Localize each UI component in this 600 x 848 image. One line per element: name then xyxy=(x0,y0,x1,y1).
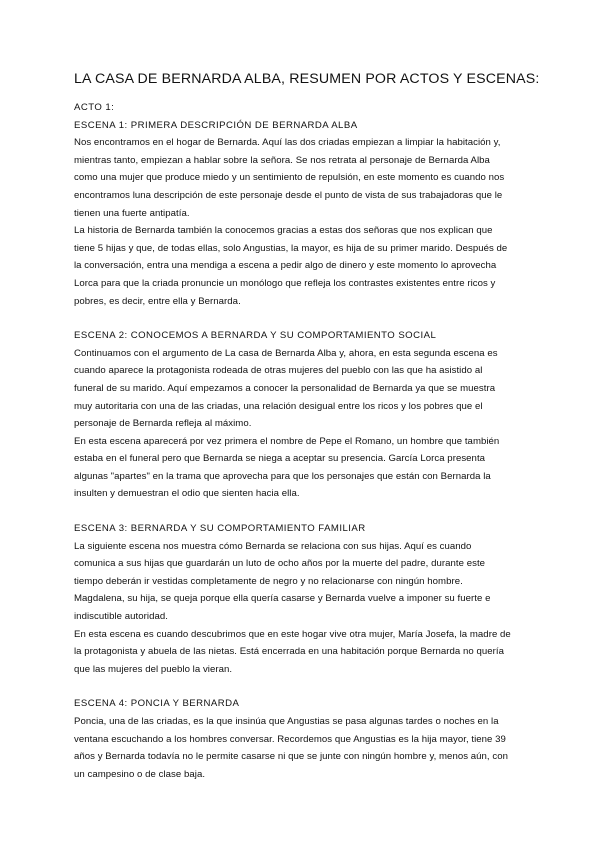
paragraph-line: funeral de su marido. Aquí empezamos a conocer la personalidad de Bernarda ya que se muestra xyxy=(74,382,496,394)
paragraph-line: comunica a sus hijas que guardarán un luto de ocho años por la muerte del padre, durante este xyxy=(74,558,486,570)
scene-1-text xyxy=(74,134,534,310)
paragraph-line: cuando aparece la protagonista rodeada de otras mujeres del pueblo con las que ha asistido al xyxy=(74,365,483,377)
document-body xyxy=(74,99,534,783)
scene-2-heading: ESCENA 2: CONOCEMOS A BERNARDA Y SU COMPORTAMIENTO SOCIAL xyxy=(74,330,437,342)
scene-3-text xyxy=(74,538,534,679)
scene-3-heading: ESCENA 3: BERNARDA Y SU COMPORTAMIENTO FAMILIAR xyxy=(74,523,366,535)
paragraph-line: Poncia, una de las criadas, es la que insinúa que Angustias se pasa algunas tardes o noches en la xyxy=(74,716,499,727)
paragraph-line: En esta escena es cuando descubrimos que en este hogar vive otra mujer, María Josefa, la madre de xyxy=(74,628,511,640)
scene-4-heading: ESCENA 4: PONCIA Y BERNARDA xyxy=(74,698,240,710)
paragraph-line: tiempo deberán ir vestidas completamente de negro y no relacionarse con ningún hombre. xyxy=(74,575,463,587)
paragraph-line: personaje de Bernarda refleja al máximo. xyxy=(74,418,252,430)
paragraph-line: insulten y demuestran el odio que sienten hacia ella. xyxy=(74,488,300,500)
paragraph-line: La historia de Bernarda también la conocemos gracias a estas dos señoras que nos explican que xyxy=(74,225,493,237)
paragraph-line: encontramos luna descripción de este personaje desde el punto de vista de sus trabajadoras que le xyxy=(74,189,503,201)
document-title: LA CASA DE BERNARDA ALBA, RESUMEN POR ACTOS Y ESCENAS: xyxy=(74,71,540,87)
section-gap xyxy=(74,310,534,327)
paragraph-line: ventana escuchando a los hombres conversar. Recordemos que Angustias es la hija mayor, tiene 39 xyxy=(74,733,506,745)
paragraph-line: algunas "apartes" en la trama que aprovecha para que los personajes que están con Bernarda la xyxy=(74,470,491,482)
paragraph-line: tienen una fuerte antipatía. xyxy=(74,207,190,219)
paragraph-line: años y Bernarda todavía no le permite casarse ni que se junte con ningún hombre y, menos aún, con xyxy=(74,751,508,763)
paragraph-line: estaba en el funeral pero que Bernarda se niega a aceptar su presencia. García Lorca presenta xyxy=(74,453,486,465)
paragraph-line: pobres, es decir, entre ella y Bernarda. xyxy=(74,295,241,307)
paragraph-line: la protagonista y abuela de las nietas. Está encerrada en una habitación porque Bernarda no quería xyxy=(74,646,504,658)
paragraph-line: mientras tanto, empiezan a hablar sobre la señora. Se nos retrata al personaje de Bernarda Alba xyxy=(74,154,490,166)
paragraph-line: un campesino o de clase baja. xyxy=(74,768,206,780)
paragraph-line: Nos encontramos en el hogar de Bernarda. Aquí las dos criadas empiezan a limpiar la habitación y, xyxy=(74,137,501,149)
scene-2-text xyxy=(74,345,534,503)
paragraph-line: Magdalena, su hija, se queja porque ella quería casarse y Bernarda vuelve a imponer su fuerte e xyxy=(74,593,491,605)
section-gap xyxy=(74,678,534,695)
paragraph-line: En esta escena aparecerá por vez primera el nombre de Pepe el Romano, un hombre que también xyxy=(74,435,500,447)
act-label: ACTO 1: xyxy=(74,102,115,113)
paragraph-line: la conversación, entra una mendiga a escena a pedir algo de dinero y este momento lo aprovecha xyxy=(74,260,497,272)
paragraph-line: Continuamos con el argumento de La casa de Bernarda Alba y, ahora, en esta segunda escena es xyxy=(74,347,498,359)
paragraph-line: tiene 5 hijas y que, de todas ellas, solo Angustias, la mayor, es hija de su primer marido. Después de xyxy=(74,242,508,254)
scene-4-text xyxy=(74,713,534,783)
paragraph-line: Lorca para que la criada pronuncie un monólogo que refleja los contrastes existentes entre ricos y xyxy=(74,277,496,289)
section-gap xyxy=(74,503,534,520)
paragraph-line: como una mujer que produce miedo y un sentimiento de repulsión, en este momento es cuando nos xyxy=(74,172,505,184)
paragraph-line: indiscutible autoridad. xyxy=(74,611,168,623)
paragraph-line: que las mujeres del pueblo la vieran. xyxy=(74,663,233,675)
scene-1-heading: ESCENA 1: PRIMERA DESCRIPCIÓN DE BERNARDA ALBA xyxy=(74,119,358,131)
paragraph-line: muy autoritaria con una de las criadas, una relación desigual entre los ricos y los pobres que el xyxy=(74,400,483,412)
paragraph-line: La siguiente escena nos muestra cómo Bernarda se relaciona con sus hijas. Aquí es cuando xyxy=(74,540,472,552)
